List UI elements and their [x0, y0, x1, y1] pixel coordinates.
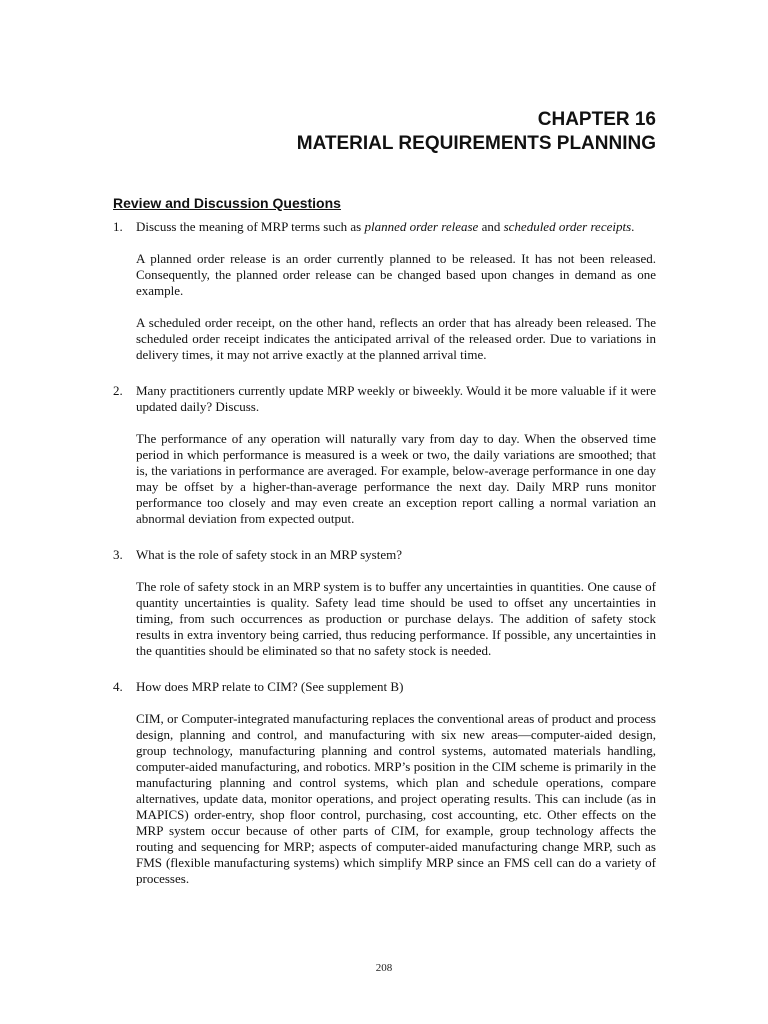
term-planned-order-release: planned order release	[364, 219, 479, 234]
question-text-part: Discuss the meaning of MRP terms such as	[136, 219, 365, 234]
question-number: 4.	[113, 679, 123, 694]
chapter-header	[297, 108, 656, 156]
page-number: 208	[375, 962, 393, 974]
question-item	[113, 219, 656, 363]
question-number: 3.	[113, 547, 123, 562]
question-list	[113, 219, 656, 887]
term-scheduled-order-receipts: scheduled order receipts	[503, 219, 632, 234]
question-text: How does MRP relate to CIM? (See supplement B)	[136, 679, 404, 694]
chapter-number: CHAPTER 16	[537, 109, 656, 130]
question-number: 1.	[113, 219, 123, 234]
answer-paragraph: The role of safety stock in an MRP system is to buffer any uncertainties in quantities. One cause of quantity uncertainties is quality. Safety lead time should be used to offset any uncertainties in timing, from such occurrences as production or purchase delays. The addition of safety stock results in extra inventory being carried, thus reducing performance. If possible, any uncertainties in the quantities should be eliminated so that no safety stock is needed.	[136, 579, 656, 658]
question-item	[113, 383, 656, 527]
answer-paragraph: A scheduled order receipt, on the other hand, reflects an order that has already been released. The scheduled order receipt indicates the anticipated arrival of the released order. Due to variations in delivery times, it may not arrive exactly at the planned arrival time.	[136, 315, 656, 362]
question-text-part: .	[631, 219, 635, 234]
answer-paragraph: The performance of any operation will naturally vary from day to day. When the observed time period in which performance is measured is a week or two, the daily variations are smoothed; that is, the variations in performance are averaged. For example, below-average performance in one day may be offset by a higher-than-average performance the next day. Daily MRP runs monitor performance too closely and may even create an exception report calling a normal variation an abnormal deviation from expected output.	[136, 431, 656, 526]
question-text-part: and	[478, 219, 504, 234]
question-text: What is the role of safety stock in an MRP system?	[136, 547, 402, 562]
question-text	[136, 219, 656, 235]
section-heading: Review and Discussion Questions	[113, 195, 341, 211]
answer-paragraph: A planned order release is an order currently planned to be released. It has not been released. Consequently, the planned order release can be changed based upon changes in demand as one example.	[136, 251, 656, 298]
question-text: Many practitioners currently update MRP weekly or biweekly. Would it be more valuable if it were updated daily? Discuss.	[136, 383, 656, 414]
question-item	[113, 679, 656, 887]
question-item	[113, 547, 656, 659]
question-number: 2.	[113, 383, 123, 398]
answer-paragraph: CIM, or Computer-integrated manufacturing replaces the conventional areas of product and process design, planning and control, and manufacturing with six new areas—computer-aided design, group technology, manufacturing planning and control systems, automated materials handling, computer-aided manufacturing, and robotics. MRP’s position in the CIM scheme is primarily in the manufacturing planning and control systems, which plan and schedule operations, compare alternatives, update data, monitor operations, and project operating results. This can include (as in MAPICS) order-entry, shop floor control, purchasing, cost accounting, etc. Other effects on the MRP system occur because of other parts of CIM, for example, group technology affects the routing and sequencing for MRP; aspects of computer-aided manufacturing change MRP, such as FMS (flexible manufacturing systems) which simplify MRP since an FMS cell can do a variety of processes.	[136, 711, 656, 886]
chapter-title: MATERIAL REQUIREMENTS PLANNING	[296, 133, 656, 154]
